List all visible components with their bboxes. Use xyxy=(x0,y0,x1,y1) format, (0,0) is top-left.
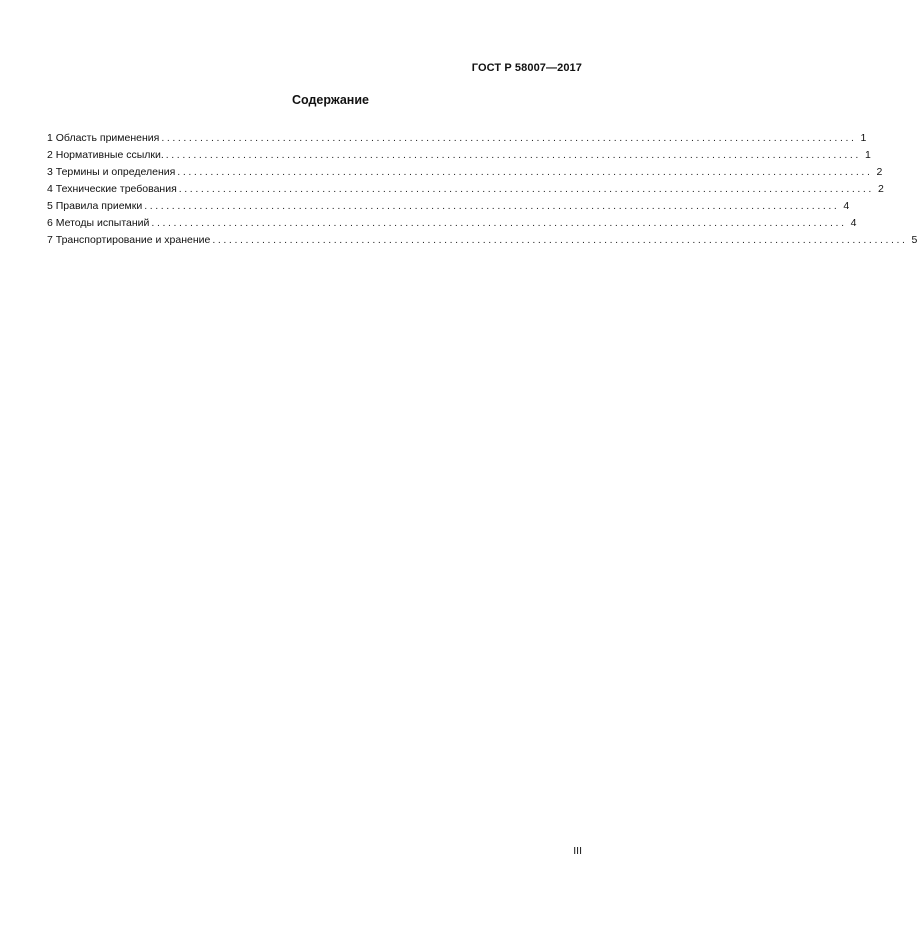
document-code: ГОСТ Р 58007—2017 xyxy=(471,62,582,74)
toc-leader-dots: .............................................................................................................................. xyxy=(165,149,861,161)
toc-item-page: 2 xyxy=(877,183,884,195)
toc-item-label: 5 Правила приемки xyxy=(47,200,143,212)
toc-item-label: 7 Транспортирование и хранение xyxy=(47,234,211,246)
toc-item[interactable] xyxy=(47,164,883,181)
toc-item-page: 1 xyxy=(864,149,871,161)
toc-item-label: 6 Методы испытаний xyxy=(47,217,150,229)
toc-item-page: 1 xyxy=(860,132,867,144)
toc-item-label: 2 Нормативные ссылки. xyxy=(47,149,164,161)
toc-leader-dots: .............................................................................................................................. xyxy=(161,132,857,144)
toc-item-page: 4 xyxy=(843,200,850,212)
page-number: III xyxy=(573,845,582,857)
table-of-contents xyxy=(47,130,917,249)
toc-leader-dots: .............................................................................................................................. xyxy=(144,200,840,212)
toc-item-page: 2 xyxy=(876,166,883,178)
toc-leader-dots: .............................................................................................................................. xyxy=(212,234,908,246)
toc-item-page: 4 xyxy=(850,217,857,229)
toc-item[interactable] xyxy=(47,232,917,249)
toc-item[interactable] xyxy=(47,147,871,164)
toc-item-page: 5 xyxy=(911,234,917,246)
toc-item[interactable] xyxy=(47,130,867,147)
toc-title: Содержание xyxy=(291,93,369,107)
toc-item-label: 1 Область применения xyxy=(47,132,160,144)
toc-leader-dots: .............................................................................................................................. xyxy=(151,217,847,229)
toc-item-label: 4 Технические требования xyxy=(47,183,177,195)
toc-leader-dots: .............................................................................................................................. xyxy=(177,166,873,178)
toc-item[interactable] xyxy=(47,215,857,232)
toc-item[interactable] xyxy=(47,198,850,215)
toc-item[interactable] xyxy=(47,181,884,198)
toc-leader-dots: .............................................................................................................................. xyxy=(178,183,874,195)
toc-item-label: 3 Термины и определения xyxy=(47,166,176,178)
